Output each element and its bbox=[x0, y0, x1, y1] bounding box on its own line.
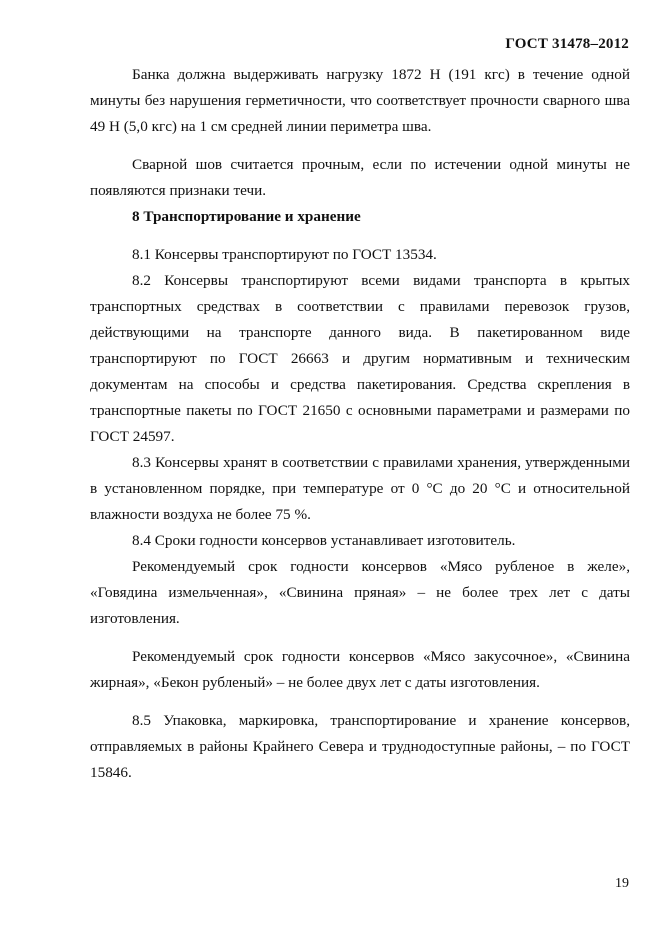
paragraph-8-5: 8.5 Упаковка, маркировка, транспортирование и хранение консервов, отправляемых в районы Крайнего Севера и труднодоступные районы, – по ГОСТ 15846. bbox=[90, 712, 630, 781]
section-heading: 8 Транспортирование и хранение bbox=[132, 208, 361, 225]
paragraph-8-2: 8.2 Консервы транспортируют всеми видами транспорта в крытых транспортных средствах в соответствии с правилами перевозок грузов, действующими на транспорте данного вида. В пакетированном виде транспортируют по ГОСТ 26663 и другим нормативным и техническим документам на способы и средства пакетирования. Средства скрепления в транспортные пакеты по ГОСТ 21650 с основными параметрами и размерами по ГОСТ 24597. bbox=[90, 272, 630, 445]
document-header: ГОСТ 31478–2012 bbox=[505, 36, 629, 52]
paragraph-8-3: 8.3 Консервы хранят в соответствии с правилами хранения, утвержденными в установленном порядке, при температуре от 0 °С до 20 °С и относительной влажности воздуха не более 75 %. bbox=[90, 454, 630, 523]
paragraph-can-load: Банка должна выдерживать нагрузку 1872 Н (191 кгс) в течение одной минуты без нарушения герметичности, что соответствует прочности сварного шва 49 Н (5,0 кгс) на 1 см средней линии периметра шва. bbox=[90, 66, 630, 135]
paragraph-shelf-life-three-years: Рекомендуемый срок годности консервов «Мясо рубленое в желе», «Говядина измельченная», «Свинина пряная» – не более трех лет с даты изготовления. bbox=[90, 558, 630, 627]
paragraph-8-4: 8.4 Сроки годности консервов устанавливает изготовитель. bbox=[132, 532, 516, 549]
document-body bbox=[90, 62, 630, 786]
page-number: 19 bbox=[615, 876, 629, 891]
paragraph-weld-strength: Сварной шов считается прочным, если по истечении одной минуты не появляются признаки течи. bbox=[90, 156, 630, 199]
paragraph-shelf-life-two-years: Рекомендуемый срок годности консервов «Мясо закусочное», «Свинина жирная», «Бекон рубленый» – не более двух лет с даты изготовления. bbox=[90, 648, 630, 691]
paragraph-8-1: 8.1 Консервы транспортируют по ГОСТ 13534. bbox=[132, 246, 437, 263]
